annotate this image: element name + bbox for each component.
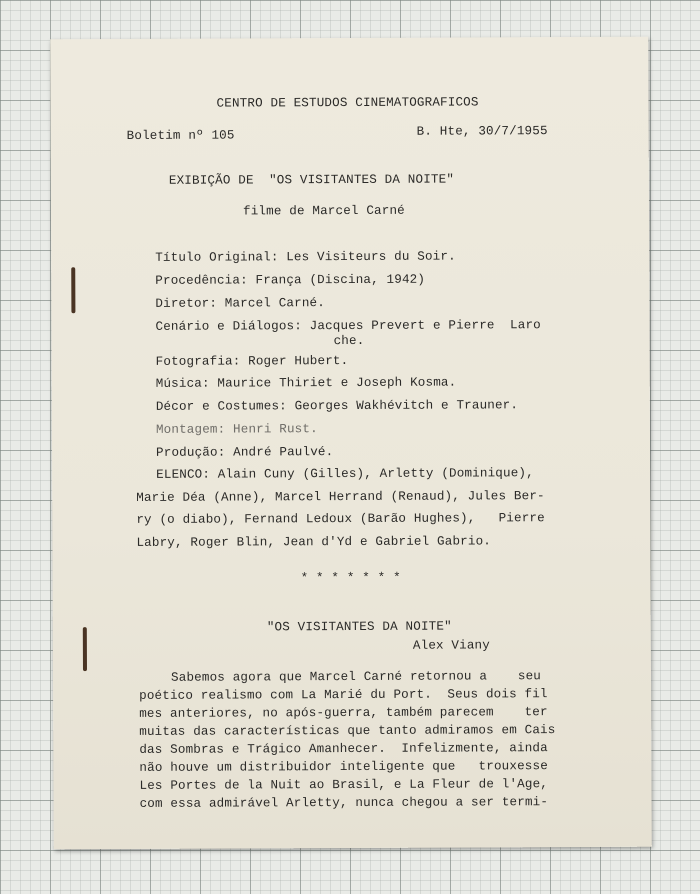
exhibition-title: EXIBIÇÃO DE "OS VISITANTES DA NOITE" xyxy=(168,172,455,188)
exhibition-subtitle: filme de Marcel Carné xyxy=(242,203,405,219)
credit-line: Décor e Costumes: Georges Wakhévitch e Trauner. xyxy=(155,398,519,414)
article-author: Alex Viany xyxy=(412,638,490,653)
article-line: muitas das características que tanto admiramos em Cais xyxy=(139,723,556,739)
cast-line: Labry, Roger Blin, Jean d'Yd e Gabriel Gabrio. xyxy=(136,534,492,550)
article-line: das Sombras e Trágico Amanhecer. Infelizmente, ainda xyxy=(139,741,548,757)
document-page xyxy=(50,37,652,850)
article-line: não houve um distribuidor inteligente que trouxesse xyxy=(139,759,548,775)
article-title: "OS VISITANTES DA NOITE" xyxy=(266,619,452,635)
institution-heading: CENTRO DE ESTUDOS CINEMATOGRAFICOS xyxy=(216,95,479,111)
credit-line: che. xyxy=(333,333,365,349)
credit-line: Título Original: Les Visiteurs du Soir. xyxy=(155,249,456,265)
cast-line: Marie Déa (Anne), Marcel Herrand (Renaud), Jules Ber- xyxy=(136,489,545,505)
staple-hole-mark xyxy=(71,267,75,313)
credit-line: Produção: André Paulvé. xyxy=(156,445,334,460)
bulletin-number: Boletim nº 105 xyxy=(126,128,235,143)
credit-line: Diretor: Marcel Carné. xyxy=(155,296,325,311)
staple-hole-mark xyxy=(83,627,87,671)
cast-line: ELENCO: Alain Cuny (Gilles), Arletty (Dominique), xyxy=(156,466,534,482)
place-date: B. Hte, 30/7/1955 xyxy=(416,124,548,139)
credit-line: Montagem: Henri Rust. xyxy=(155,422,318,437)
article-line: poético realismo com La Marié du Port. Seus dois fil xyxy=(139,687,548,703)
article-line: mes anteriores, no após-guerra, também parecem ter xyxy=(139,705,548,721)
section-separator: * * * * * * * xyxy=(300,570,401,586)
credit-line: Cenário e Diálogos: Jacques Prevert e Pierre Laro xyxy=(155,318,541,334)
credit-line: Procedência: França (Discina, 1942) xyxy=(155,272,426,288)
article-line: Les Portes de la Nuit ao Brasil, e La Fleur de l'Age, xyxy=(139,777,549,793)
credit-line: Música: Maurice Thiriet e Joseph Kosma. xyxy=(155,375,457,391)
article-line: Sabemos agora que Marcel Carné retornou a seu xyxy=(170,669,542,685)
credit-line: Fotografia: Roger Hubert. xyxy=(155,354,349,369)
cast-line: ry (o diabo), Fernand Ledoux (Barão Hughes), Pierre xyxy=(136,511,545,527)
article-line: com essa admirável Arletty, nunca chegou a ser termi- xyxy=(139,795,549,811)
